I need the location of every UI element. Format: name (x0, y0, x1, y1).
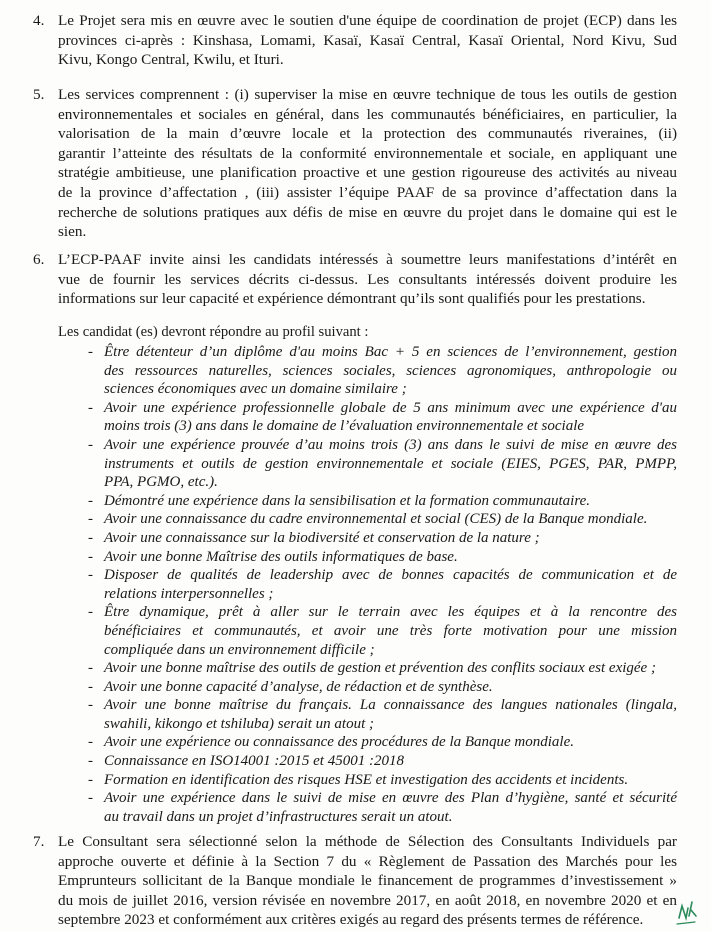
list-item (60, 436, 677, 492)
text-line: PPA, PGMO, etc.). (104, 474, 218, 491)
paragraph-4 (33, 11, 677, 70)
bullet-dash: - (88, 604, 93, 621)
text-line: Avoir une bonne capacité d’analyse, de rédaction et de synthèse. (104, 678, 493, 695)
text-line: Le Projet sera mis en œuvre avec le soutien d'une équipe de coordination de projet (ECP) dans les (58, 12, 677, 29)
text-line: Avoir une expérience professionnelle globale de 5 ans minimum avec une expérience d'au (104, 399, 677, 416)
list-item-text (104, 659, 677, 678)
list-item-text (104, 696, 677, 733)
paragraph-number: 4. (33, 12, 45, 29)
list-item-text (104, 771, 677, 790)
bullet-dash: - (88, 660, 93, 677)
text-line: Avoir une expérience ou connaissance des procédures de la Banque mondiale. (104, 734, 575, 751)
text-line: Démontré une expérience dans la sensibilisation et la formation communautaire. (104, 492, 591, 509)
list-item (60, 529, 677, 548)
list-item (60, 603, 677, 659)
text-line: swahili, kikongo et tshiluba) serait un atout ; (104, 715, 374, 732)
list-item (60, 510, 677, 529)
list-item-text (104, 529, 677, 548)
text-line: Être dynamique, prêt à aller sur le terrain avec les équipes et à la rencontre des (104, 604, 677, 621)
text-line: bénéficiaires et communautés, et avoir une très forte motivation pour une mission (104, 622, 677, 639)
text-line: sciences économiques avec un domaine similaire ; (104, 381, 407, 398)
text-line: Kivu, Kongo Central, Kwilu, et Ituri. (58, 51, 284, 69)
text-line: valorisation de la main d’œuvre locale et la protection des communautés riveraines, (ii) (58, 125, 677, 143)
text-line: garantir l’atteinte des résultats de la conformité environnementale et sociale, en appliquant une (58, 144, 677, 162)
text-line: compliquée dans un environnement difficile ; (104, 641, 375, 658)
list-item-text (104, 789, 677, 826)
list-item-text (104, 733, 677, 752)
list-item (60, 789, 677, 826)
text-line: vue de fournir les services décrits ci-dessus. Les consultants intéressés doivent produire les (58, 270, 677, 288)
text-line: L’ECP-PAAF invite ainsi les candidats intéressés à soumettre leurs manifestations d’intérêt en (58, 251, 677, 268)
list-item-text (104, 678, 677, 697)
bullet-dash: - (88, 399, 93, 416)
list-item (60, 399, 677, 436)
paragraph-number: 7. (33, 833, 45, 850)
profile-requirements-list (60, 343, 677, 826)
bullet-dash: - (88, 771, 93, 788)
paragraph-6 (33, 250, 677, 309)
bullet-dash: - (88, 344, 93, 360)
list-item (60, 696, 677, 733)
text-line: Le Consultant sera sélectionné selon la méthode de Sélection des Consultants Individuels par (58, 833, 677, 850)
list-item (60, 678, 677, 697)
bullet-dash: - (88, 436, 93, 453)
text-line: recherche de solutions pratiques aux défis de mise en œuvre du projet dans le domaine qui est le (58, 203, 677, 221)
list-item-text (104, 343, 677, 399)
handwritten-initials-mark (673, 894, 703, 930)
text-line: Avoir une bonne maîtrise du français. La connaissance des langues nationales (lingala, (104, 697, 677, 714)
paragraph-number: 5. (33, 86, 45, 103)
bullet-dash: - (88, 734, 93, 751)
profile-intro: Les candidat (es) devront répondre au profil suivant : (58, 324, 369, 340)
bullet-dash: - (88, 753, 93, 770)
text-line: informations sur leur capacité et expérience démontrant qu’ils sont qualifiés pour les prestations. (58, 290, 646, 308)
text-line: Avoir une expérience dans le suivi de mise en œuvre des Plan d’hygiène, santé et sécurité (104, 790, 677, 807)
bullet-dash: - (88, 567, 93, 584)
list-item (60, 659, 677, 678)
text-line: septembre 2023 et conformément aux critères exigés au regard des présents termes de référence. (58, 911, 644, 929)
text-line: stratégie ambitieuse, une planification proactive et une gestion rigoureuse des activités au niveau (58, 164, 677, 182)
bullet-dash: - (88, 492, 93, 509)
bullet-dash: - (88, 678, 93, 695)
list-item-text (104, 566, 677, 603)
paragraph-body (58, 250, 677, 309)
list-item (60, 771, 677, 790)
list-item-text (104, 399, 677, 436)
list-item-text (104, 603, 677, 659)
text-line: Disposer de qualités de leadership avec de bonnes capacités de communication et de (104, 567, 677, 584)
text-line: Avoir une connaissance du cadre environnemental et social (CES) de la Banque mondiale. (104, 511, 648, 528)
list-item-text (104, 510, 677, 529)
text-line: environnementales et sociales en général, dans les communautés bénéficiaires, en particulier, la (58, 105, 677, 123)
list-item-text (104, 492, 677, 511)
text-line: approche ouverte et définie à la Section 7 du « Règlement de Passation des Marchés pour les (58, 852, 677, 870)
text-line: Être détenteur d’un diplôme d'au moins Bac + 5 en sciences de l’environnement, gestion (104, 344, 677, 360)
paragraph-body (58, 85, 677, 242)
list-item (60, 752, 677, 771)
text-line: Avoir une connaissance sur la biodiversité et conservation de la nature ; (104, 529, 540, 546)
bullet-dash: - (88, 548, 93, 565)
text-line: Emprunteurs sollicitant de la Banque mondiale le financement de programmes d’investissement » (58, 872, 677, 890)
bullet-dash: - (88, 790, 93, 807)
list-item (60, 548, 677, 567)
text-line: Avoir une expérience prouvée d’au moins trois (3) ans dans le suivi de mise en œuvre des (104, 436, 677, 453)
text-line: du mois de juillet 2016, version révisée en novembre 2017, en août 2018, en novembre 2020 et en (58, 891, 677, 909)
list-item (60, 733, 677, 752)
text-line: au travail dans un projet d’infrastructures serait un atout. (104, 808, 453, 825)
text-line: Avoir une bonne maîtrise des outils de gestion et prévention des conflits sociaux est exigée ; (104, 660, 656, 677)
list-item (60, 492, 677, 511)
list-item-text (104, 752, 677, 771)
bullet-dash: - (88, 697, 93, 714)
list-item-text (104, 436, 677, 492)
bullet-dash: - (88, 511, 93, 528)
list-item-text (104, 548, 677, 567)
paragraph-body (58, 832, 677, 930)
text-line: instruments et outils de gestion environnementale et sociale (EIES, PGES, PAR, PMPP, (104, 455, 677, 472)
text-line: sien. (58, 223, 87, 241)
paragraph-7 (33, 832, 677, 930)
list-item (60, 566, 677, 603)
text-line: relations interpersonnelles ; (104, 585, 274, 602)
text-line: de la province d’affectation , (iii) assister l’équipe PAAF de sa province d’affectation dans la (58, 183, 677, 201)
paragraph-5 (33, 85, 677, 242)
text-line: Les services comprennent : (i) superviser la mise en œuvre technique de tous les outils de gestion (58, 86, 677, 103)
text-line: provinces ci-après : Kinshasa, Lomami, Kasaï, Kasaï Central, Kasaï Oriental, Nord Kivu, Sud (58, 31, 677, 49)
bullet-dash: - (88, 529, 93, 546)
list-item (60, 343, 677, 399)
text-line: des ressources naturelles, sciences sociales, sciences agronomiques, anthropologie ou (104, 362, 677, 379)
text-line: Connaissance en ISO14001 :2015 et 45001 :2018 (104, 753, 404, 770)
paragraph-body (58, 11, 677, 70)
paragraph-number: 6. (33, 251, 45, 268)
text-line: moins trois (3) ans dans le domaine de l’évaluation environnementale et sociale (104, 418, 585, 435)
text-line: Avoir une bonne Maîtrise des outils informatiques de base. (104, 548, 458, 565)
text-line: Formation en identification des risques HSE et investigation des accidents et incidents. (104, 771, 629, 788)
